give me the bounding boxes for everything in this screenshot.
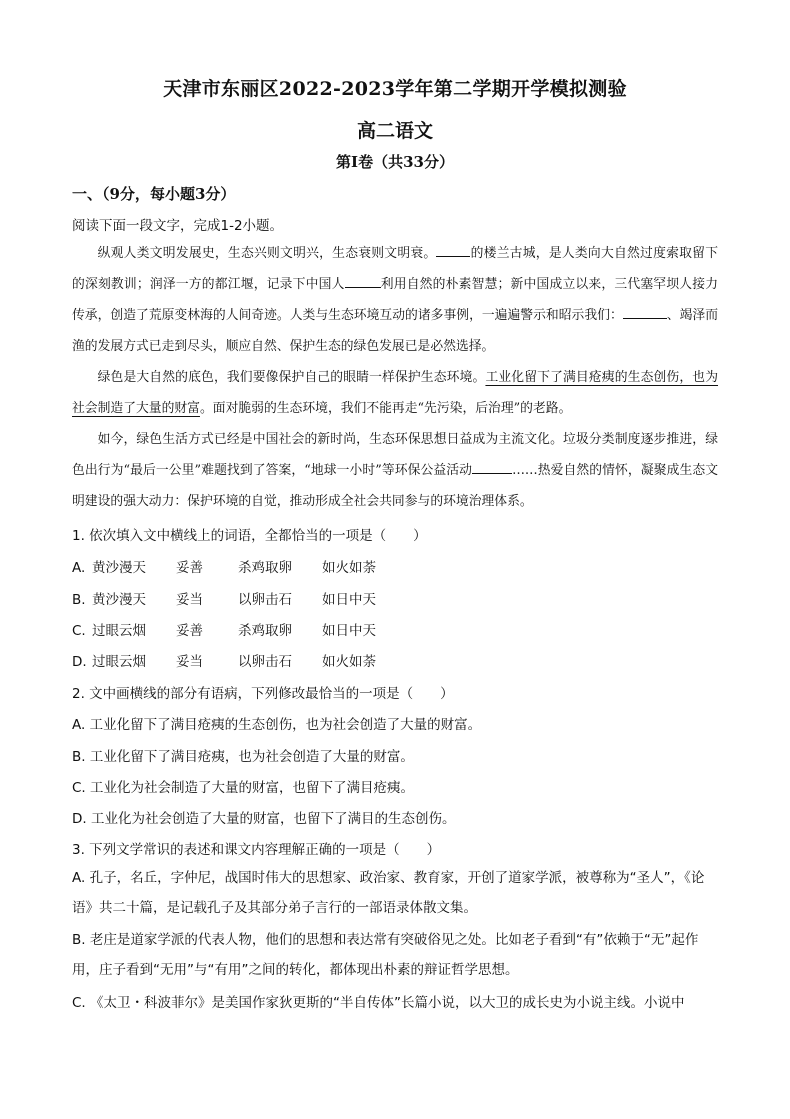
q1-option-a: A. 黄沙漫天 妥善 杀鸡取卵 如火如荼 xyxy=(72,560,376,576)
p2-part-b: 。面对脆弱的生态环境，我们不能再走“先污染，后治理”的老路。 xyxy=(199,401,572,416)
fill-blank-1 xyxy=(436,242,470,257)
fill-blank-3 xyxy=(623,304,667,319)
passage-paragraph-1 xyxy=(72,238,718,362)
p1-part-a: 纵观人类文明发展史，生态兴则文明兴，生态衰则文明衰。 xyxy=(97,246,437,261)
volume-heading: 第Ⅰ卷（共33分） xyxy=(336,153,454,171)
q3-option-b: B. 老庄是道家学派的代表人物，他们的思想和表达常有突破俗见之处。比如老子看到“有”依赖于“无”起作用，庄子看到“无用”与“有用”之间的转化，都体现出朴素的辩证哲学思想。 xyxy=(72,932,699,978)
q2-option-b: B. 工业化留下了满目疮痍，也为社会创造了大量的财富。 xyxy=(72,749,414,765)
p3-part-a: 如今，绿色生活方式已经是中国社会的新时尚，生态环保思想日益成为主流文化。垃圾分类制度逐步推进，绿色出行为“最后一公里”难题找到了答案，“地球一小时”等环保公益活动 xyxy=(72,432,718,478)
fill-blank-4 xyxy=(472,459,512,474)
fill-blank-2 xyxy=(345,273,381,288)
q1-option-c: C. 过眼云烟 妥善 杀鸡取卵 如日中天 xyxy=(72,623,376,639)
exam-subject: 高二语文 xyxy=(356,120,433,142)
p1-part-c: 利用自然的朴素智慧；新中国成立以来，三代塞罕坝人接力传承，创造了荒原变林海的人间奇迹。人类与生态环境互动的诸多事例，一遍遍警示和昭示我们： xyxy=(72,277,719,323)
q2-option-d: D. 工业化为社会创造了大量的财富，也留下了满目的生态创伤。 xyxy=(72,811,456,827)
q3-option-a: A. 孔子，名丘，字仲尼，战国时伟大的思想家、政治家、教育家，开创了道家学派，被尊称为“圣人”，《论语》共二十篇，是记载孔子及其部分弟子言行的一部语录体散文集。 xyxy=(72,870,705,916)
p2-part-a: 绿色是大自然的底色，我们要像保护自己的眼睛一样保护生态环境。 xyxy=(97,370,486,385)
section-heading: 一、（9分，每小题3分） xyxy=(72,185,236,203)
question-3-stem: 3. 下列文学常识的表述和课文内容理解正确的一项是（ ） xyxy=(72,842,441,858)
q1-option-b: B. 黄沙漫天 妥当 以卵击石 如日中天 xyxy=(72,592,376,608)
question-1-stem: 1. 依次填入文中横线上的词语，全都恰当的一项是（ ） xyxy=(72,528,427,544)
passage-paragraph-3 xyxy=(72,424,718,517)
passage-paragraph-2 xyxy=(72,362,718,424)
q1-option-d: D. 过眼云烟 妥当 以卵击石 如火如荼 xyxy=(72,654,376,670)
q2-option-a: A. 工业化留下了满目疮痍的生态创伤，也为社会创造了大量的财富。 xyxy=(72,717,482,733)
q2-option-c: C. 工业化为社会制造了大量的财富，也留下了满目疮痍。 xyxy=(72,780,415,796)
underlined-sentence: 工业化留下了满目疮痍的生态创伤，也为社会制造了大量的财富 xyxy=(72,370,719,416)
q3-option-c: C. 《太卫・科波菲尔》是美国作家狄更斯的“半自传体”长篇小说，以大卫的成长史为小说主线。小说中 xyxy=(72,995,685,1011)
p3-part-b: ……热爱自然的情怀，凝聚成生态文明建设的强大动力：保护环境的自觉，推动形成全社会共同参与的环境治理体系。 xyxy=(72,463,719,509)
reading-instruction: 阅读下面一段文字，完成1-2小题。 xyxy=(72,218,284,234)
p1-part-b: 的楼兰古城，是人类向大自然过度索取留下的深刻教训；润泽一方的都江堰，记录下中国人 xyxy=(72,246,718,292)
exam-title: 天津市东丽区2022-2023学年第二学期开学模拟测验 xyxy=(163,78,627,100)
p1-part-d: 、竭泽而渔的发展方式已走到尽头，顺应自然、保护生态的绿色发展已是必然选择。 xyxy=(72,308,719,354)
question-2-stem: 2. 文中画横线的部分有语病，下列修改最恰当的一项是（ ） xyxy=(72,686,454,702)
